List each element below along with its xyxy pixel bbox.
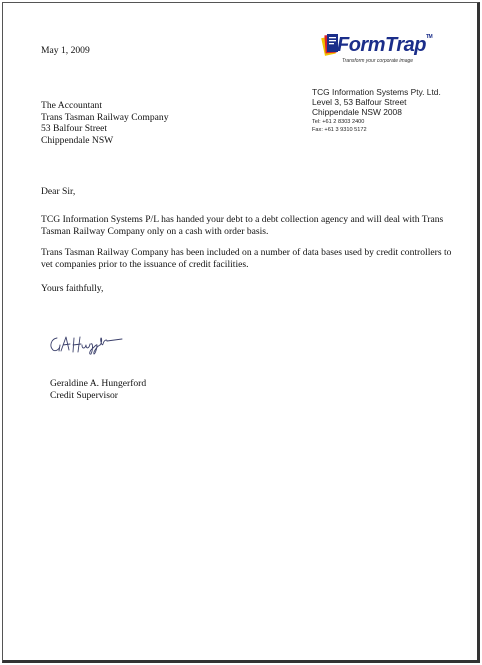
body-paragraph-2: Trans Tasman Railway Company has been included on a number of data bases used by credit controllers to vet companies prior to the issuance of credit facilities. — [41, 247, 452, 270]
sender-tel: Tel: +61 2 8303 2400 — [312, 119, 365, 125]
recipient-line1: The Accountant — [41, 100, 103, 111]
signer-title: Credit Supervisor — [50, 389, 118, 401]
handwritten-signature — [47, 332, 127, 356]
letter-date: May 1, 2009 — [41, 45, 90, 56]
letter-page — [2, 2, 480, 663]
logo-brand: FormTrap™ — [337, 34, 433, 56]
sender-address-line1: Level 3, 53 Balfour Street — [312, 97, 407, 107]
body-paragraph-1: TCG Information Systems P/L has handed your debt to a debt collection agency and will deal with Trans Tasman Railway Company only on a cash with order basis. — [41, 214, 444, 237]
sender-address-line2: Chippendale NSW 2008 — [312, 107, 402, 117]
recipient-line4: Chippendale NSW — [41, 134, 114, 146]
signer-block — [50, 378, 146, 401]
sender-address-block — [312, 87, 441, 134]
recipient-line2: Trans Tasman Railway Company — [41, 111, 169, 123]
formtrap-logo — [321, 29, 431, 69]
logo-tagline: Transform your corporate image — [342, 58, 414, 64]
sender-company: TCG Information Systems Pty. Ltd. — [312, 87, 441, 97]
signer-name: Geraldine A. Hungerford — [50, 378, 147, 389]
sender-fax: Fax: +61 3 9310 5172 — [312, 127, 367, 133]
recipient-address-block — [41, 100, 169, 146]
recipient-line3: 53 Balfour Street — [41, 123, 108, 134]
salutation: Dear Sir, — [41, 186, 76, 197]
closing: Yours faithfully, — [41, 283, 104, 294]
